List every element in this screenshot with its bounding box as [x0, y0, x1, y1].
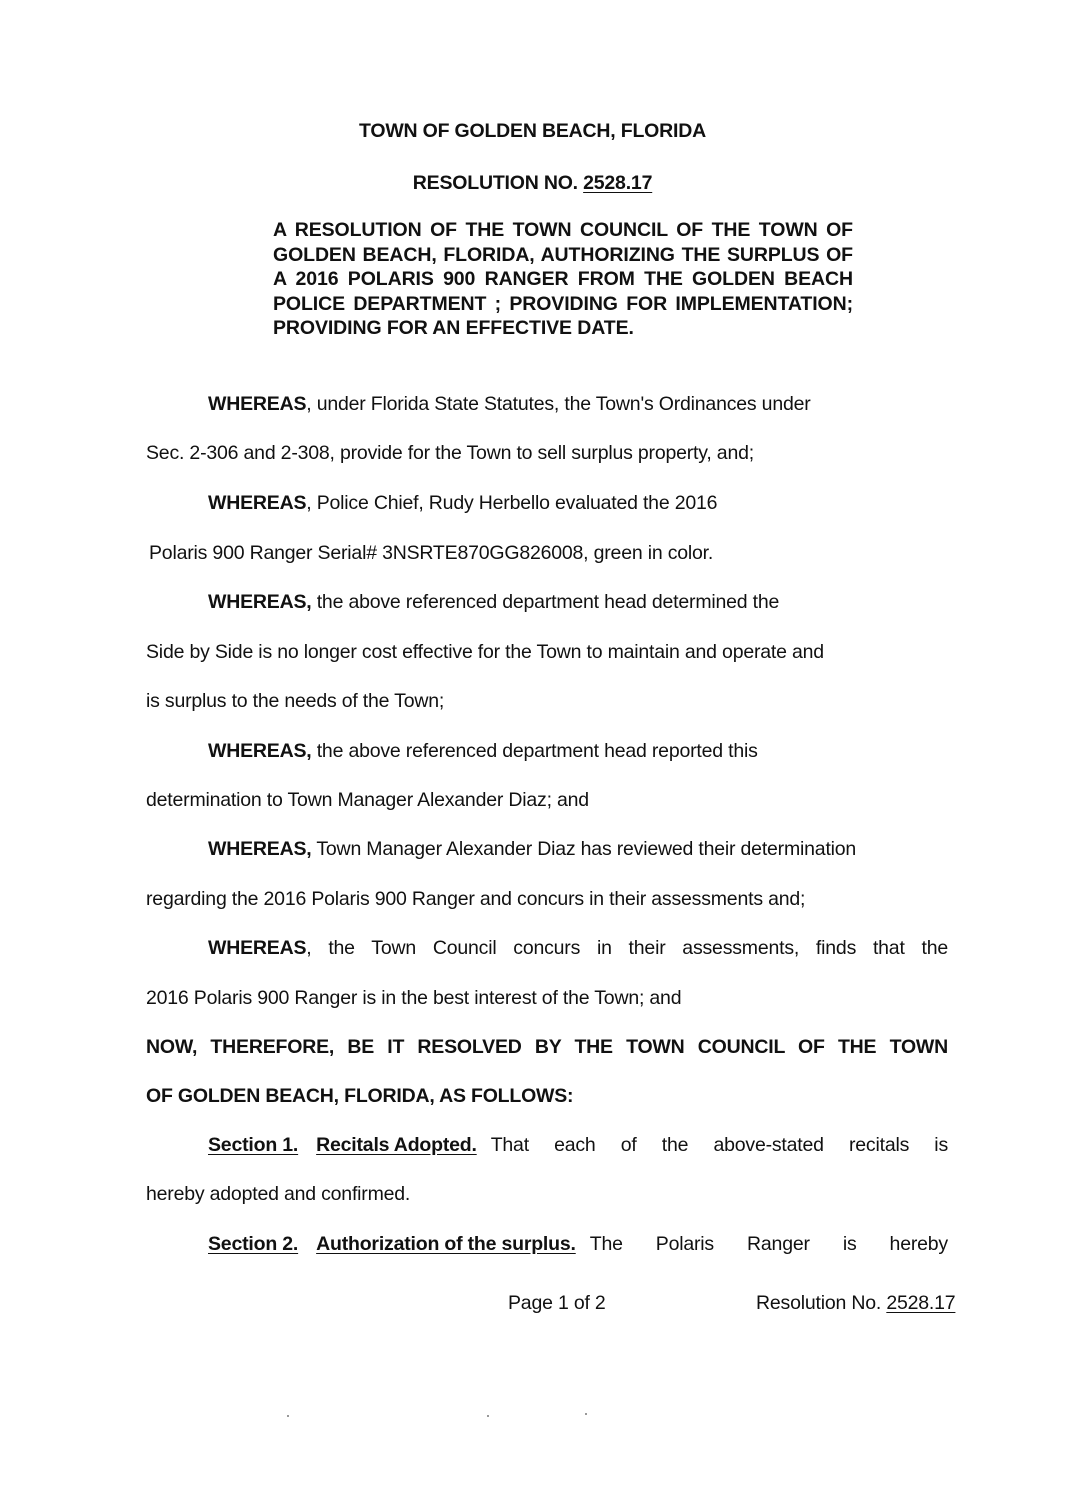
recital-6-line-1	[208, 937, 948, 960]
recital-text: , Police Chief, Rudy Herbello evaluated the 2016	[306, 492, 718, 514]
town-heading: TOWN OF GOLDEN BEACH, FLORIDA	[359, 120, 706, 142]
recital-4-line-2: determination to Town Manager Alexander Diaz; and	[146, 789, 589, 811]
whereas-label: WHEREAS,	[208, 591, 312, 613]
whereas-label: WHEREAS,	[208, 838, 312, 860]
section-2-text: The Polaris Ranger is hereby	[589, 1233, 948, 1255]
recital-text: , under Florida State Statutes, the Town's Ordinances under	[306, 393, 811, 415]
recital-6-line-2: 2016 Polaris 900 Ranger is in the best interest of the Town; and	[146, 987, 682, 1009]
whereas-label: WHEREAS	[208, 393, 307, 415]
scan-speck	[487, 1415, 489, 1417]
recital-5-line-2: regarding the 2016 Polaris 900 Ranger and concurs in their assessments and;	[146, 888, 806, 910]
section-1-heading: Recitals Adopted.	[316, 1134, 477, 1156]
section-2-heading: Authorization of the surplus.	[316, 1233, 576, 1255]
whereas-label: WHEREAS,	[208, 740, 312, 762]
recital-text: , the Town Council concurs in their assessments, finds that the	[306, 937, 948, 959]
recital-3-line-2: Side by Side is no longer cost effective for the Town to maintain and operate and	[146, 641, 824, 663]
recital-text: the above referenced department head determined the	[311, 591, 780, 613]
whereas-label: WHEREAS	[208, 937, 307, 959]
section-1-text: That each of the above-stated recitals is	[490, 1134, 948, 1156]
footer-resolution-label: Resolution No.	[756, 1292, 887, 1314]
recital-1-line-2: Sec. 2-306 and 2-308, provide for the Town to sell surplus property, and;	[146, 442, 754, 464]
recital-5-line-1	[208, 838, 856, 861]
page-number: Page 1 of 2	[508, 1292, 606, 1314]
recital-1-line-1	[208, 393, 811, 416]
section-2-heading-group	[208, 1233, 576, 1256]
resolution-label: RESOLUTION NO.	[412, 172, 584, 194]
section-1-line-2: hereby adopted and confirmed.	[146, 1183, 411, 1205]
section-1-number: Section 1.	[208, 1134, 299, 1156]
recital-2-line-2: Polaris 900 Ranger Serial# 3NSRTE870GG826008, green in color.	[149, 542, 714, 564]
scan-speck	[287, 1415, 289, 1417]
resolved-line-1: NOW, THEREFORE, BE IT RESOLVED BY THE TOWN COUNCIL OF THE TOWN	[146, 1036, 948, 1058]
recital-3-line-1	[208, 591, 779, 614]
resolution-number: 2528.17	[583, 172, 653, 194]
recital-4-line-1	[208, 740, 758, 763]
scan-speck	[585, 1413, 587, 1415]
resolved-line-2: OF GOLDEN BEACH, FLORIDA, AS FOLLOWS:	[146, 1085, 574, 1107]
recital-2-line-1	[208, 492, 717, 515]
section-1-line-1	[208, 1134, 948, 1157]
resolution-title: A RESOLUTION OF THE TOWN COUNCIL OF THE TOWN OF GOLDEN BEACH, FLORIDA, AUTHORIZING THE SURPLUS OF A 2016 POLARIS 900 RANGER FROM THE GOLDEN BEACH POLICE DEPARTMENT ; PROVIDING FOR IMPLEMENTATION; PROVIDING FOR AN EFFECTIVE DATE.	[273, 219, 853, 340]
recital-text: the above referenced department head reported this	[311, 740, 758, 762]
whereas-label: WHEREAS	[208, 492, 307, 514]
section-2-line-1	[208, 1233, 948, 1256]
recital-text: Town Manager Alexander Diaz has reviewed their determination	[311, 838, 857, 860]
section-2-number: Section 2.	[208, 1233, 299, 1255]
section-1-heading-group	[208, 1134, 477, 1157]
footer-resolution-number: 2528.17	[886, 1292, 956, 1314]
recital-3-line-3: is surplus to the needs of the Town;	[146, 690, 445, 712]
footer-resolution	[756, 1292, 955, 1315]
resolution-heading	[0, 172, 1065, 195]
